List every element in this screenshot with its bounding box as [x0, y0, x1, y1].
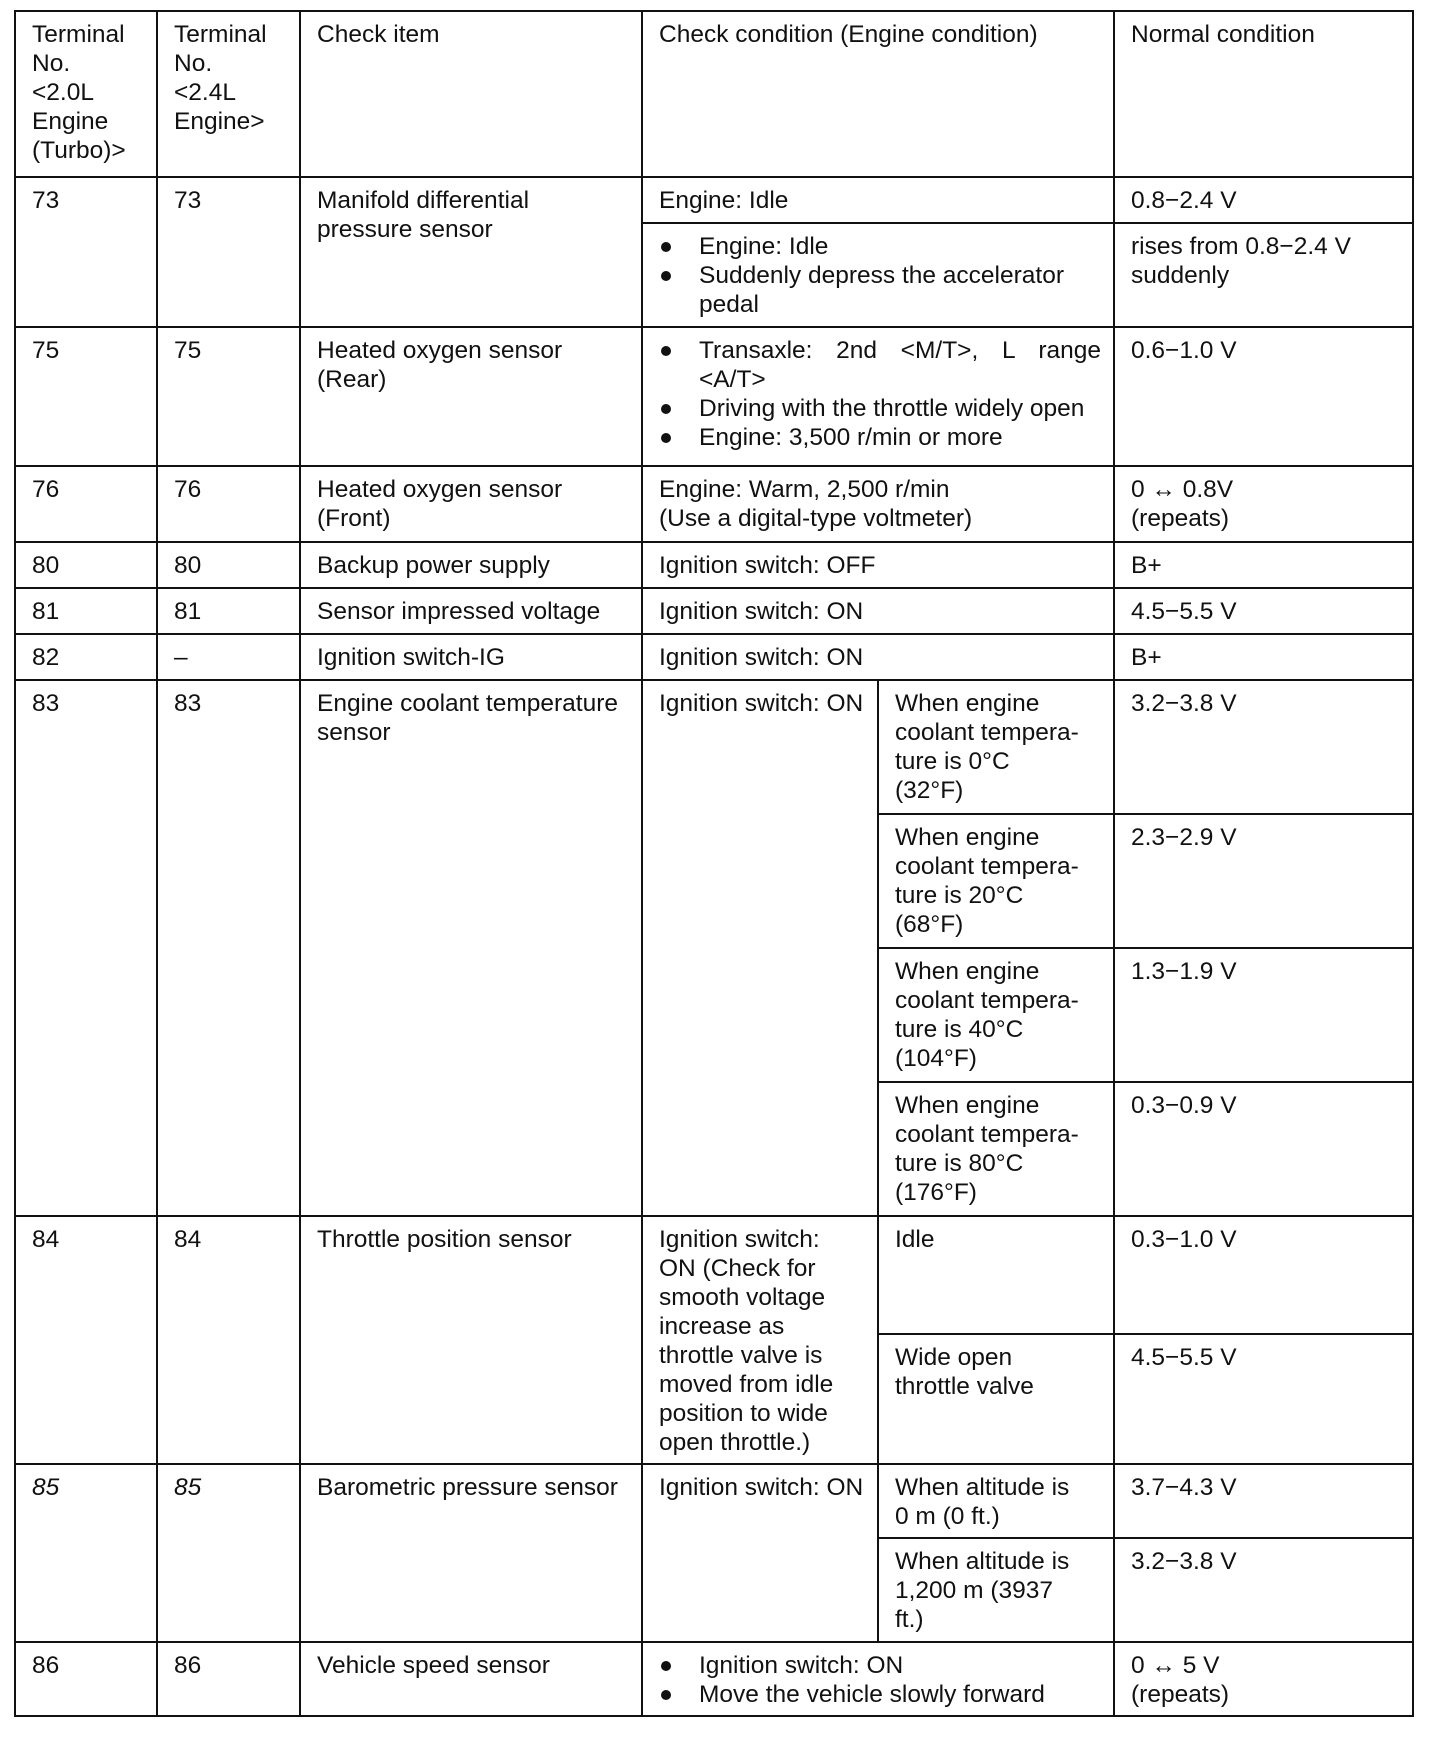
header-terminal-2-4l [157, 11, 300, 177]
condition-line: increase as [659, 1313, 785, 1340]
condition-bullet: Ignition switch: ON [659, 1651, 1101, 1680]
sub-condition-line: ture is 40°C [895, 1016, 1024, 1043]
check-condition: Ignition switch: ON [642, 1464, 878, 1642]
condition-bullet: Suddenly depress the accelerator pedal [659, 261, 1101, 319]
table-row [15, 542, 1413, 588]
condition-bullet: Driving with the throttle widely open [659, 394, 1101, 423]
terminal-2-0l: 84 [15, 1216, 157, 1464]
sub-condition-line: (104°F) [895, 1045, 977, 1072]
normal-condition [1114, 466, 1413, 542]
condition-line: Engine: Warm, 2,500 r/min [659, 476, 950, 503]
table-row [15, 1642, 1413, 1716]
header-line: Engine> [174, 108, 265, 135]
check-item: Barometric pressure sensor [300, 1464, 642, 1642]
normal-condition: 3.2−3.8 V [1114, 680, 1413, 814]
sub-condition-line: (176°F) [895, 1179, 977, 1206]
normal-condition [1114, 1642, 1413, 1716]
header-terminal-2-0l [15, 11, 157, 177]
check-condition: Ignition switch: ON [642, 634, 1114, 680]
condition-line: moved from idle [659, 1371, 834, 1398]
terminal-2-0l: 81 [15, 588, 157, 634]
condition-list [659, 232, 1101, 319]
sub-condition-line: Wide open [895, 1343, 1013, 1371]
check-condition [642, 223, 1114, 327]
check-item: Sensor impressed voltage [300, 588, 642, 634]
terminal-2-4l: 76 [157, 466, 300, 542]
header-line: Terminal [174, 21, 267, 48]
terminal-2-4l: 81 [157, 588, 300, 634]
check-condition: Ignition switch: OFF [642, 542, 1114, 588]
table-row [15, 680, 1413, 814]
sub-condition [878, 1464, 1114, 1538]
normal-condition: B+ [1114, 634, 1413, 680]
terminal-2-0l: 83 [15, 680, 157, 1216]
condition-line: position to wide [659, 1400, 828, 1427]
header-check-condition: Check condition (Engine condition) [642, 11, 1114, 177]
condition-line: throttle valve is [659, 1342, 823, 1369]
sub-condition-line: When engine [895, 824, 1040, 851]
terminal-2-4l: 75 [157, 327, 300, 466]
terminal-2-0l: 86 [15, 1642, 157, 1716]
normal-condition: rises from 0.8−2.4 V suddenly [1114, 223, 1413, 327]
check-condition [642, 327, 1114, 466]
condition-bullet: Engine: 3,500 r/min or more [659, 423, 1101, 452]
condition-bullet: Engine: Idle [659, 232, 1101, 261]
table-row [15, 588, 1413, 634]
check-condition: Ignition switch: ON [642, 680, 878, 1216]
sub-condition [878, 948, 1114, 1082]
sub-condition-line: When engine [895, 690, 1040, 717]
terminal-2-4l: 73 [157, 177, 300, 327]
check-item: Ignition switch-IG [300, 634, 642, 680]
normal-condition: 4.5−5.5 V [1114, 1334, 1413, 1464]
normal-condition: 0.6−1.0 V [1114, 327, 1413, 466]
normal-note: (repeats) [1131, 1681, 1230, 1708]
sub-condition-line: (32°F) [895, 777, 964, 804]
normal-condition: 4.5−5.5 V [1114, 588, 1413, 634]
sub-condition-line: ft.) [895, 1606, 924, 1633]
terminal-2-4l: 85 [157, 1464, 300, 1642]
check-item: Heated oxygen sensor (Front) [300, 466, 642, 542]
condition-list [659, 1651, 1101, 1709]
inspection-sheet [14, 10, 1414, 1717]
sub-condition [878, 1082, 1114, 1216]
check-condition [642, 1216, 878, 1464]
sub-condition [878, 1538, 1114, 1642]
sub-condition-line: throttle valve [895, 1372, 1034, 1400]
sub-condition-line: ture is 20°C [895, 882, 1024, 909]
normal-condition: 3.2−3.8 V [1114, 1538, 1413, 1642]
sub-condition-line: coolant tempera- [895, 719, 1079, 746]
check-item: Backup power supply [300, 542, 642, 588]
table-row [15, 634, 1413, 680]
normal-condition: 2.3−2.9 V [1114, 814, 1413, 948]
sub-condition-line: coolant tempera- [895, 1121, 1079, 1148]
sub-condition [878, 1216, 1114, 1334]
check-condition [642, 1642, 1114, 1716]
header-line: Engine [32, 108, 109, 135]
check-condition: Engine: Idle [642, 177, 1114, 223]
check-item: Manifold differential pressure sensor [300, 177, 642, 327]
sub-condition-line: When engine [895, 1092, 1040, 1119]
condition-line: (Use a digital-type voltmeter) [659, 505, 973, 532]
header-row [15, 11, 1413, 177]
sub-condition-line: ture is 0°C [895, 748, 1010, 775]
terminal-2-0l: 76 [15, 466, 157, 542]
sub-condition-line: coolant tempera- [895, 987, 1079, 1014]
normal-condition: 0.3−0.9 V [1114, 1082, 1413, 1216]
check-item: Heated oxygen sensor (Rear) [300, 327, 642, 466]
header-normal-condition: Normal condition [1114, 11, 1413, 177]
sub-condition [878, 1334, 1114, 1464]
terminal-2-4l: 83 [157, 680, 300, 1216]
sub-condition-line: When altitude is [895, 1474, 1070, 1501]
sub-condition-line: 0 m (0 ft.) [895, 1503, 1000, 1530]
check-condition [642, 466, 1114, 542]
condition-line: ON (Check for [659, 1255, 816, 1282]
table-row [15, 1464, 1413, 1538]
sub-condition-line: When engine [895, 958, 1040, 985]
normal-value: 0 ↔ 0.8V [1131, 476, 1234, 503]
terminal-2-0l: 75 [15, 327, 157, 466]
check-item: Throttle position sensor [300, 1216, 642, 1464]
normal-condition: 0.3−1.0 V [1114, 1216, 1413, 1334]
terminal-2-4l: – [157, 634, 300, 680]
header-line: (Turbo)> [32, 137, 126, 164]
terminal-check-table [14, 10, 1414, 1717]
sub-condition [878, 814, 1114, 948]
condition-line: smooth voltage [659, 1284, 826, 1311]
check-item: Vehicle speed sensor [300, 1642, 642, 1716]
terminal-2-4l: 86 [157, 1642, 300, 1716]
sub-condition-line: Idle [895, 1226, 935, 1253]
sub-condition-line: 1,200 m (3937 [895, 1577, 1053, 1604]
sub-condition-line: coolant tempera- [895, 853, 1079, 880]
terminal-2-0l: 85 [15, 1464, 157, 1642]
normal-condition: 3.7−4.3 V [1114, 1464, 1413, 1538]
condition-bullet: Transaxle: 2nd <M/T>, L range <A/T> [659, 336, 1101, 394]
normal-condition: B+ [1114, 542, 1413, 588]
normal-condition: 1.3−1.9 V [1114, 948, 1413, 1082]
condition-list [659, 336, 1101, 452]
terminal-2-0l: 82 [15, 634, 157, 680]
sub-condition-line: When altitude is [895, 1548, 1070, 1575]
terminal-2-4l: 80 [157, 542, 300, 588]
terminal-2-4l: 84 [157, 1216, 300, 1464]
terminal-2-0l: 73 [15, 177, 157, 327]
check-item: Engine coolant temperature sensor [300, 680, 642, 1216]
table-row [15, 466, 1413, 542]
header-check-item: Check item [300, 11, 642, 177]
table-row [15, 1216, 1413, 1334]
normal-value: 0 ↔ 5 V [1131, 1652, 1220, 1679]
header-line: No. [174, 50, 213, 77]
terminal-2-0l: 80 [15, 542, 157, 588]
header-line: <2.0L [32, 79, 94, 106]
header-line: Terminal [32, 21, 125, 48]
header-line: <2.4L [174, 79, 236, 106]
normal-condition: 0.8−2.4 V [1114, 177, 1413, 223]
header-line: No. [32, 50, 71, 77]
table-row [15, 177, 1413, 223]
sub-condition-line: (68°F) [895, 911, 964, 938]
sub-condition [878, 680, 1114, 814]
check-condition: Ignition switch: ON [642, 588, 1114, 634]
condition-bullet: Move the vehicle slowly forward [659, 1680, 1101, 1709]
condition-line: open throttle.) [659, 1429, 811, 1456]
sub-condition-line: ture is 80°C [895, 1150, 1024, 1177]
condition-line: Ignition switch: [659, 1226, 820, 1253]
normal-note: (repeats) [1131, 505, 1230, 532]
table-row [15, 327, 1413, 466]
